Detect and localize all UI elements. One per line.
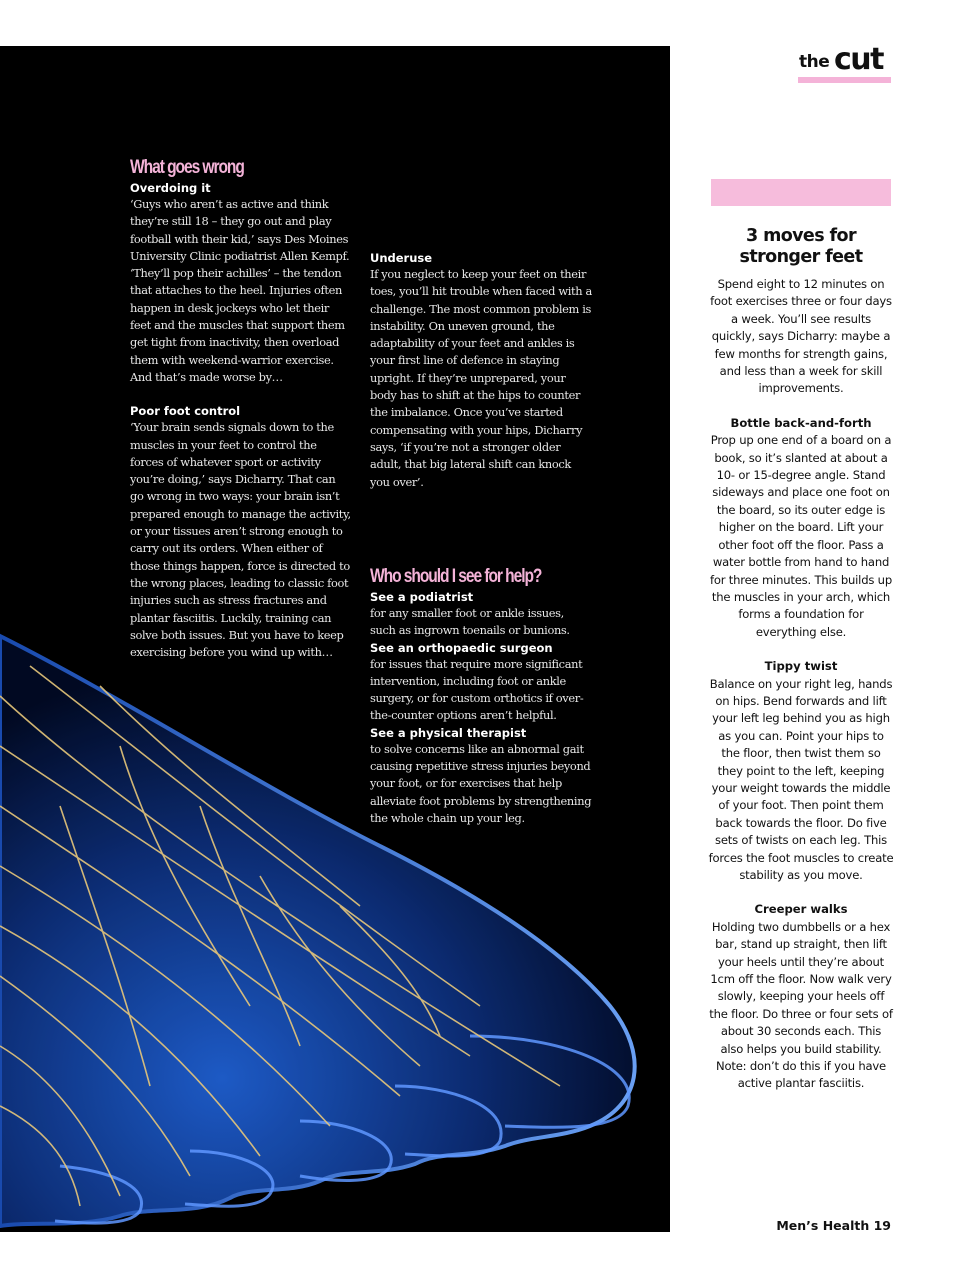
paragraph: If you neglect to keep your feet on their toes, you’ll hit trouble when faced with a challenge. The most common problem is instability. On uneven ground, the adaptability of your feet and ankles is your first line of defence in staying upright. If they’re unprepared, your body has to shift at the hips to counter the imbalance. Once you’ve started compensating with your hips, Dicharry says, ‘if you’re not a stronger older adult, that big lateral shift can knock you over’. <box>370 267 592 489</box>
move-title: Tippy twist <box>764 659 838 674</box>
subheading: See an orthopaedic surgeon <box>370 640 553 655</box>
move-text: Holding two dumbbells or a hex bar, stand up straight, then lift your heels until they’re about 1cm off the floor. Now walk very slowly, keeping your heels off the floor. Do three or four sets of about 30 seconds each. This also helps you build stability. Note: don’t do this if you have active plantar fasciitis. <box>709 919 893 1091</box>
sidebar-intro: Spend eight to 12 minutes on foot exercises three or four days a week. You’ll see results quickly, says Dicharry: maybe a few months for strength gains, and less than a week for skill improvements. <box>710 277 892 396</box>
column-who-to-see <box>370 566 592 827</box>
logo-underline <box>798 77 891 83</box>
the-cut-logo <box>798 44 891 84</box>
move-title: Bottle back-and-forth <box>730 415 872 430</box>
column-underuse <box>370 250 592 491</box>
logo-the-text: the <box>799 52 830 72</box>
subheading: Poor foot control <box>130 404 241 419</box>
paragraph: for issues that require more significant intervention, including foot or ankle surgery, or for custom orthotics if over-the-counter options aren’t helpful. <box>370 656 584 723</box>
paragraph: for any smaller foot or ankle issues, such as ingrown toenails or bunions. <box>370 606 570 638</box>
subheading: Underuse <box>370 251 433 265</box>
move-text: Balance on your right leg, hands on hips. Bend forwards and lift your left leg behind you as high as you can. Point your hips to the floor, then twist them so they point to the left, keeping your weight towards the middle of your foot. Then point them back towards the floor. Do five sets of twists on each leg. This forces the foot muscles to create stability as you move. <box>708 676 894 882</box>
paragraph: ‘Guys who aren’t as active and think they’re still 18 – they go out and play football with their kid,’ says Des Moines University Clinic podiatrist Allen Kempf. ‘They’ll pop their achilles’ – the tendon that attaches to the heel. Injuries often happen in desk jockeys who let their feet and the muscles that support them get tight from inactivity, then overload them with weekend-warrior exercise. And that’s made worse by… <box>130 197 350 384</box>
column-what-goes-wrong <box>130 157 352 661</box>
subheading: See a physical therapist <box>370 725 527 740</box>
sidebar-accent-bar <box>711 179 891 206</box>
move-text: Prop up one end of a board on a book, so it’s slanted at about a 10- or 15-degree angle. Stand sideways and place one foot on the board, so its outer edge is higher on the board. Lift your other foot off the floor. Pass a water bottle from hand to hand for three minutes. This builds up the muscles in your arch, which forms a foundation for everything else. <box>709 433 892 639</box>
move-title: Creeper walks <box>754 902 848 917</box>
subheading: Overdoing it <box>130 181 211 195</box>
logo-cut-text: cut <box>834 42 883 77</box>
paragraph: ‘Your brain sends signals down to the muscles in your feet to control the forces of whatever sport or activity you’re doing,’ says Dicharry. That can go wrong in two ways: your brain isn’t prepared enough to manage the activity, or your tissues aren’t strong enough to carry out its orders. When either of those things happen, force is directed to the wrong places, leading to classic foot injuries such as stress fractures and plantar fasciitis. Luckily, training can solve both issues. But you have to keep exercising before you wind up with… <box>130 420 351 660</box>
page-folio: Men’s Health 19 <box>776 1218 891 1233</box>
section-title: What goes wrong <box>130 157 244 178</box>
sidebar-moves <box>708 226 894 1093</box>
subheading: See a podiatrist <box>370 590 474 604</box>
section-title: Who should I see for help? <box>370 566 542 587</box>
paragraph: to solve concerns like an abnormal gait causing repetitive stress injuries beyond your foot, or for exercises that help alleviate foot problems by strengthening the whole chain up your leg. <box>370 741 592 825</box>
sidebar-title: 3 moves for stronger feet <box>739 226 863 267</box>
